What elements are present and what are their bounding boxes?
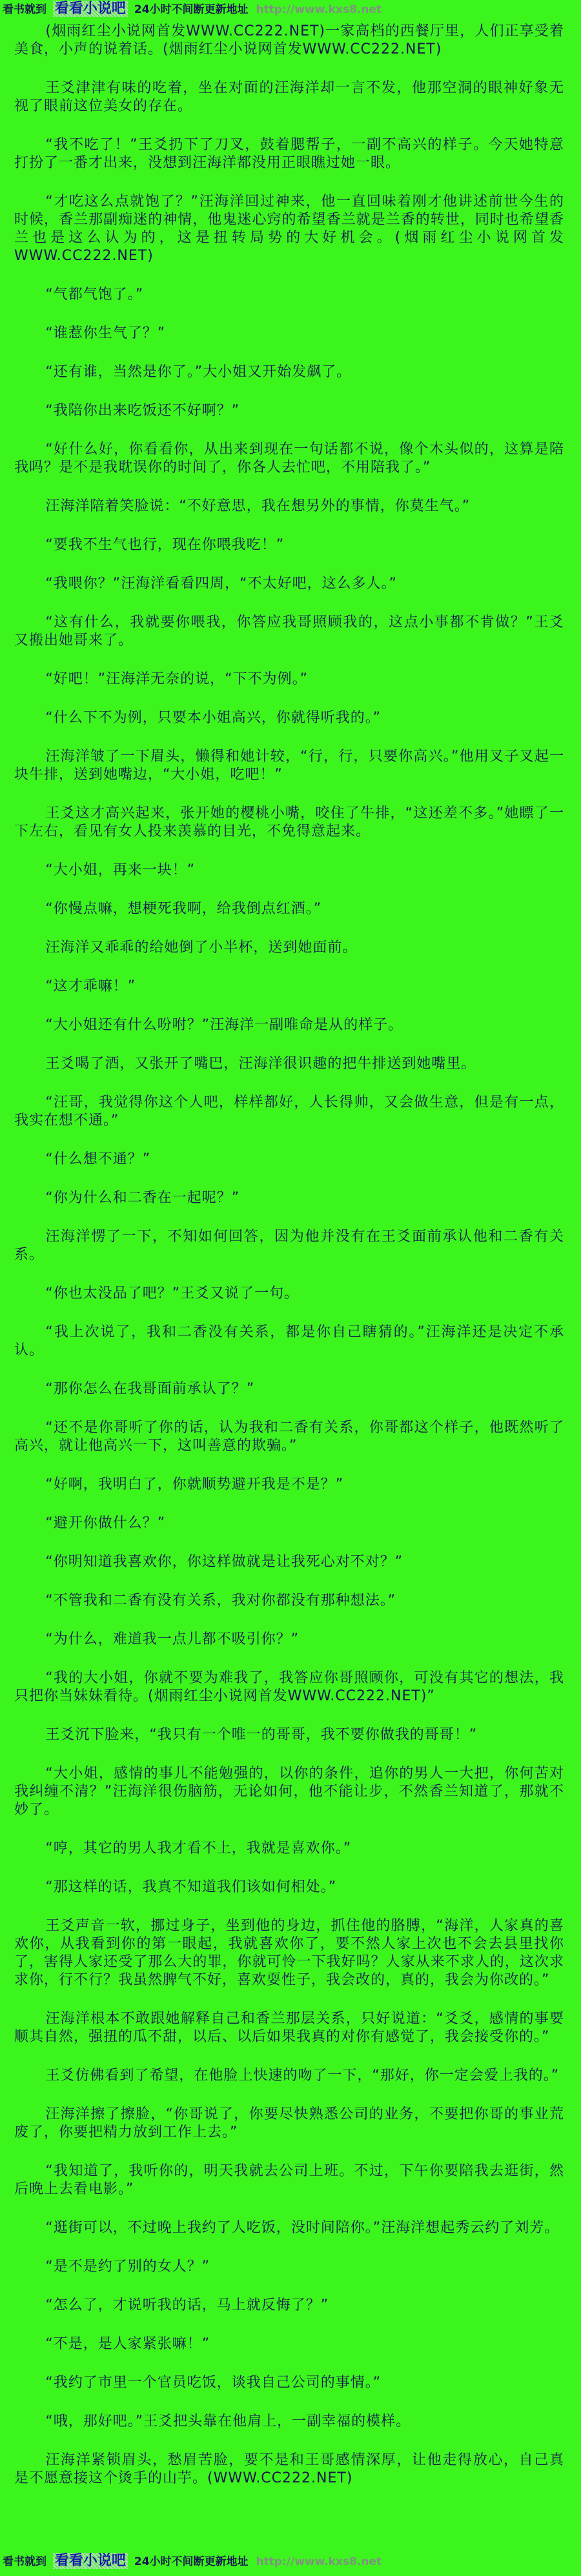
novel-paragraph: “才吃这么点就饱了？”汪海洋回过神来，他一直回味着刚才他讲述前世今生的时候，香兰那副痴迷的神情，他鬼迷心窍的希望香兰就是兰香的转世，同时也希望香兰也是这么认为的，这是扭转局势的大好机会。(烟雨红尘小说网首发WWW.CC222.NET) [14, 194, 564, 264]
footer-banner [0, 2552, 581, 2576]
novel-paragraph: 汪海洋陪着笑脸说：“不好意思，我在想另外的事情，你莫生气。” [45, 498, 471, 514]
novel-paragraph: (烟雨红尘小说网首发WWW.CC222.NET)一家高档的西餐厅里，人们正享受着美食，小声的说着话。(烟雨红尘小说网首发WWW.CC222.NET) [14, 23, 564, 57]
paragraph-list [14, 23, 564, 2488]
novel-paragraph: 汪海洋根本不敢跟她解释自己和香兰那层关系，只好说道：“爻爻，感情的事要顺其自然，强扭的瓜不甜，以后、以后如果我真的对你有感觉了，我会接受你的。” [14, 2011, 564, 2045]
novel-paragraph: “什么想不通？” [45, 1151, 151, 1167]
novel-paragraph: 汪海洋又乖乖的给她倒了小半杯，送到她面前。 [45, 940, 358, 956]
novel-paragraph: 王爻这才高兴起来，张开她的樱桃小嘴，咬住了牛排，“这还差不多。”她瞟了一下左右，看见有女人投来羡慕的目光，不免得意起来。 [14, 805, 564, 840]
novel-paragraph: “哼，其它的男人我才看不上，我就是喜欢你。” [45, 1840, 352, 1857]
novel-paragraph: “我陪你出来吃饭还不好啊？” [45, 403, 240, 419]
footer-tagline: 24小时不间断更新地址 [134, 2555, 249, 2568]
novel-paragraph: “那这样的话，我真不知道我们该如何相处。” [45, 1879, 337, 1895]
novel-paragraph: “我上次说了，我和二香没有关系，都是你自己瞎猜的。”汪海洋还是决定不承认。 [14, 1324, 564, 1358]
novel-paragraph: “你慢点嘛，想梗死我啊，给我倒点红酒。” [45, 901, 322, 917]
novel-paragraph: 王爻声音一软，挪过身子，坐到他的身边，抓住他的胳膊，“海洋，人家真的喜欢你，从我看到你的第一眼起，我就喜欢你了，要不然人家上次也不会去县里找你了，害得人家还受了那么大的罪，你就可怜一下我好吗？人家从来不求人的，这次求求你，行不行？我虽然脾气不好，喜欢耍性子，我会改的，真的，我会为你改的。” [14, 1918, 564, 1988]
novel-paragraph: “大小姐还有什么吩咐？”汪海洋一副唯命是从的样子。 [45, 1017, 403, 1033]
novel-paragraph: “大小姐，再来一块！” [45, 862, 196, 878]
novel-body [0, 17, 581, 2508]
novel-paragraph: 王爻津津有味的吃着，坐在对面的汪海洋却一言不发，他那空洞的眼神好象无视了眼前这位美女的存在。 [14, 80, 564, 114]
novel-paragraph: “避开你做什么？” [45, 1515, 166, 1531]
footer-url-link[interactable]: http://www.kxs8.net [256, 2555, 382, 2568]
novel-paragraph: “那你怎么在我哥面前承认了？” [45, 1381, 255, 1397]
novel-paragraph: “你为什么和二香在一起呢？” [45, 1190, 240, 1206]
novel-paragraph: “汪哥，我觉得你这个人吧，样样都好，人长得帅，又会做生意，但是有一点，我实在想不通。” [14, 1094, 564, 1129]
footer-site-name[interactable]: 看看小说吧 [53, 2553, 128, 2569]
novel-paragraph: “好什么好，你看看你，从出来到现在一句话都不说，像个木头似的，这算是陪我吗？是不是我耽误你的时间了，你各人去忙吧，不用陪我了。” [14, 441, 564, 476]
novel-paragraph: 汪海洋皱了一下眉头，懒得和她计较，“行，行，只要你高兴。”他用叉子叉起一块牛排，送到她嘴边，“大小姐，吃吧！” [14, 749, 564, 783]
novel-paragraph: 王爻仿佛看到了希望，在他脸上快速的吻了一下，“那好，你一定会爱上我的。” [45, 2068, 560, 2084]
header-site-name[interactable]: 看看小说吧 [53, 1, 128, 17]
footer-prefix: 看书就到 [3, 2555, 46, 2568]
novel-paragraph: “什么下不为例，只要本小姐高兴，你就得听我的。” [45, 710, 382, 726]
novel-paragraph: 汪海洋紧锁眉头，愁眉苦脸，要不是和王哥感情深厚，让他走得放心，自己真是不愿意接这个烫手的山芋。(WWW.CC222.NET) [14, 2452, 564, 2486]
header-url-link[interactable]: http://www.kxs8.net [256, 3, 382, 16]
header-banner [0, 0, 581, 17]
novel-paragraph: 汪海洋擦了擦脸，“你哥说了，你要尽快熟悉公司的业务，不要把你哥的事业荒废了，你要把精力放到工作上去。” [14, 2106, 564, 2140]
header-tagline: 24小时不间断更新地址 [134, 3, 249, 16]
novel-paragraph: “我喂你？”汪海洋看看四周，“不太好吧，这么多人。” [45, 576, 397, 592]
novel-paragraph: “大小姐，感情的事儿不能勉强的，以你的条件，追你的男人一大把，你何苦对我纠缠不清？”汪海洋很伤脑筋，无论如何，他不能让步，不然香兰知道了，那就不妙了。 [14, 1766, 564, 1818]
novel-paragraph: “这有什么，我就要你喂我，你答应我哥照顾我的，这点小事都不肯做？”王爻又搬出她哥来了。 [14, 614, 564, 649]
novel-paragraph: “逛街可以，不过晚上我约了人吃饭，没时间陪你。”汪海洋想起秀云约了刘芳。 [45, 2220, 560, 2236]
novel-paragraph: “我不吃了！”王爻扔下了刀叉，鼓着腮帮子，一副不高兴的样子。今天她特意打扮了一番才出来，没想到汪海洋都没用正眼瞧过她一眼。 [14, 137, 564, 171]
novel-paragraph: “这才乖嘛！” [45, 978, 136, 994]
novel-paragraph: “好吧！”汪海洋无奈的说，“下不为例。” [45, 671, 308, 687]
novel-paragraph: “我约了市里一个官员吃饭，谈我自己公司的事情。” [45, 2375, 382, 2391]
novel-paragraph: “怎么了，才说听我的话，马上就反悔了？” [45, 2297, 329, 2313]
novel-paragraph: “不管我和二香有没有关系，我对你都没有那种想法。” [45, 1593, 396, 1609]
novel-paragraph: “不是，是人家紧张嘛！” [45, 2336, 210, 2352]
novel-paragraph: “还有谁，当然是你了。”大小姐又开始发飙了。 [45, 364, 352, 380]
header-prefix: 看书就到 [3, 3, 46, 16]
novel-paragraph: “你明知道我喜欢你，你这样做就是让我死心对不对？” [45, 1554, 403, 1570]
novel-paragraph: “要我不生气也行，现在你喂我吃！” [45, 537, 285, 553]
novel-paragraph: 王爻喝了酒，又张开了嘴巴，汪海洋很识趣的把牛排送到她嘴里。 [45, 1056, 476, 1072]
novel-paragraph: “哦，那好吧。”王爻把头靠在他肩上，一副幸福的模样。 [45, 2413, 411, 2430]
novel-paragraph: “是不是约了别的女人？” [45, 2259, 210, 2275]
novel-paragraph: “我知道了，我听你的，明天我就去公司上班。不过，下午你要陪我去逛街，然后晚上去看电影。” [14, 2163, 564, 2197]
novel-paragraph: “你也太没品了吧？”王爻又说了一句。 [45, 1285, 300, 1302]
novel-paragraph: “还不是你哥听了你的话，认为我和二香有关系，你哥都这个样子，他既然听了高兴，就让他高兴一下，这叫善意的欺骗。” [14, 1420, 564, 1454]
novel-paragraph: “好啊，我明白了，你就顺势避开我是不是？” [45, 1476, 344, 1493]
novel-paragraph: 汪海洋愣了一下，不知如何回答，因为他并没有在王爻面前承认他和二香有关系。 [14, 1229, 564, 1263]
novel-paragraph: “为什么，难道我一点儿都不吸引你？” [45, 1631, 300, 1647]
novel-paragraph: “我的大小姐，你就不要为难我了，我答应你哥照顾你，可没有其它的想法，我只把你当妹妹看待。(烟雨红尘小说网首发WWW.CC222.NET)” [14, 1670, 564, 1704]
novel-paragraph: “气都气饱了。” [45, 287, 144, 303]
novel-paragraph: 王爻沉下脸来，“我只有一个唯一的哥哥，我不要你做我的哥哥！” [45, 1727, 478, 1743]
novel-paragraph: “谁惹你生气了？” [45, 325, 166, 341]
